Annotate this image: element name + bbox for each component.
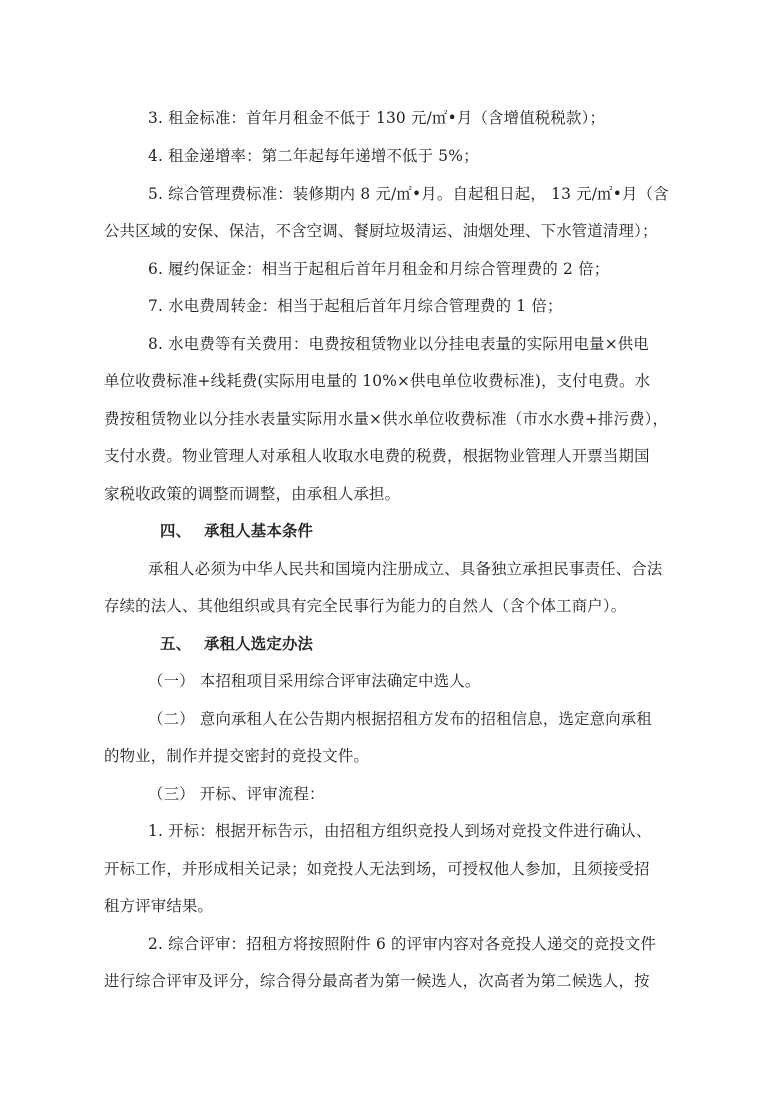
clause-utility-fees-cont-3: 支付水费。物业管理人对承租人收取水电费的税费，根据物业管理人开票当期国 <box>104 447 650 465</box>
clause-utility-fees: 8. 水电费等有关费用：电费按租赁物业以分挂电表量的实际用电量×供电 <box>148 335 649 353</box>
clause-management-fee-cont: 公共区域的安保、保洁，不含空调、餐厨垃圾清运、油烟处理、下水管道清理）； <box>104 222 658 240</box>
section-number: 五、 <box>160 635 192 653</box>
clause-performance-bond: 6. 履约保证金：相当于起租后首年月租金和月综合管理费的 2 倍； <box>148 260 610 278</box>
selection-item-1: （一） 本招租项目采用综合评审法确定中选人。 <box>148 672 481 690</box>
clause-management-fee: 5. 综合管理费标准：装修期内 8 元/㎡•月。自起租日起， 13 元/㎡•月（含 <box>148 185 669 203</box>
bid-opening-step: 1. 开标：根据开标告示，由招租方组织竞投人到场对竞投文件进行确认、 <box>148 822 652 840</box>
section-heading-tenant-conditions <box>160 521 730 541</box>
clause-utility-fees-cont-1: 单位收费标准+线耗费(实际用电量的 10%×供电单位收费标准)，支付电费。水 <box>104 372 651 390</box>
section-title: 承租人选定办法 <box>204 635 314 653</box>
clause-rent-standard: 3. 租金标准：首年月租金不低于 130 元/㎡•月（含增值税税款）； <box>148 109 606 127</box>
selection-item-2: （二） 意向承租人在公告期内根据招租方发布的招租信息，选定意向承租 <box>148 710 652 728</box>
section-heading-selection-method <box>160 634 730 654</box>
clause-rent-increase: 4. 租金递增率：第二年起每年递增不低于 5%； <box>148 147 479 165</box>
tenant-conditions-text: 承租人必须为中华人民共和国境内注册成立、具备独立承担民事责任、合法 <box>148 560 663 578</box>
bid-opening-step-cont-1: 开标工作，并形成相关记录；如竞投人无法到场，可授权他人参加，且须接受招 <box>104 860 650 878</box>
section-number: 四、 <box>160 522 192 540</box>
selection-item-3: （三） 开标、评审流程： <box>148 785 325 803</box>
bid-opening-step-cont-2: 租方评审结果。 <box>104 897 214 915</box>
evaluation-step: 2. 综合评审：招租方将按照附件 6 的评审内容对各竞投人递交的竞投文件 <box>148 935 657 953</box>
clause-utility-fees-cont-4: 家税收政策的调整而调整，由承租人承担。 <box>104 485 401 503</box>
clause-utility-deposit: 7. 水电费周转金：相当于起租后首年月综合管理费的 1 倍； <box>148 297 563 315</box>
tenant-conditions-text-cont: 存续的法人、其他组织或具有完全民事行为能力的自然人（含个体工商户）。 <box>104 597 627 615</box>
selection-item-2-cont: 的物业，制作并提交密封的竞投文件。 <box>104 747 370 765</box>
section-title: 承租人基本条件 <box>204 522 314 540</box>
evaluation-step-cont: 进行综合评审及评分，综合得分最高者为第一候选人，次高者为第二候选人，按 <box>104 972 650 990</box>
clause-utility-fees-cont-2: 费按租赁物业以分挂水表量实际用水量×供水单位收费标准（市水水费+排污费）， <box>104 410 669 428</box>
